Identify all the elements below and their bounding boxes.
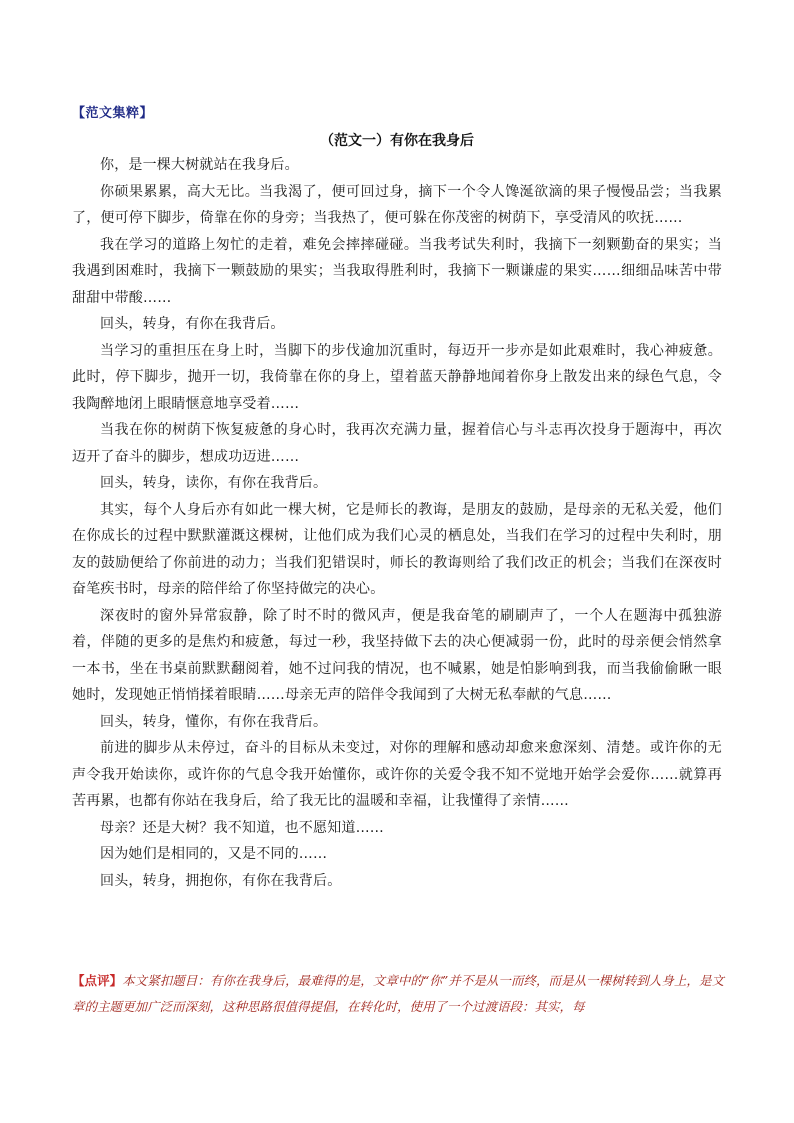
comment-text: 本文紧扣题目：有你在我身后，最难得的是，文章中的“你”并不是从一而终，而是从一棵树转到人身上，是文章的主题更加广泛而深刻，这种思路很值得提倡，在转化时，使用了一个过渡语段：其实，每 — [72, 973, 724, 1014]
comment-tag: 【点评】 — [72, 973, 123, 988]
paragraph-1: 你，是一棵大树就站在我身后。 — [100, 157, 299, 173]
paragraph-6: 当我在你的树荫下恢复疲惫的身心时，我再次充满力量，握着信心与斗志再次投身于题海中，再次迈开了奋斗的脚步，想成功迈进…… — [72, 422, 722, 465]
paragraph-13: 因为她们是相同的，又是不同的…… — [100, 846, 328, 862]
paragraph-4: 回头，转身，有你在我背后。 — [100, 316, 285, 332]
paragraph-14: 回头，转身，拥抱你，有你在我背后。 — [100, 872, 342, 889]
paragraph-9: 深夜时的窗外异常寂静，除了时不时的微风声，便是我奋笔的刷刷声了，一个人在题海中孤独游着，伴随的更多的是焦灼和疲惫，每过一秒，我坚持做下去的决心便减弱一份，此时的母亲便会悄然拿一本书，坐在书桌前默默翻阅着，她不过问我的情况，也不喊累，她是怕影响到我，而当我偷偷瞅一眼她时，发现她正悄悄揉着眼睛……母亲无声的陪伴令我闻到了大树无私奉献的气息…… — [72, 607, 722, 703]
paragraph-2: 你硕果累累，高大无比。当我渴了，便可回过身，摘下一个令人馋涎欲滴的果子慢慢品尝；当我累了，便可停下脚步，倚靠在你的身旁；当我热了，便可躲在你茂密的树荫下，享受清风的吹抚…… — [72, 183, 722, 226]
paragraph-3: 我在学习的道路上匆忙的走着，难免会摔摔碰碰。当我考试失利时，我摘下一刻颗勤奋的果实；当我遇到困难时，我摘下一颗鼓励的果实；当我取得胜利时，我摘下一颗谦虚的果实……细细品味苦中带甜甜中带酸…… — [72, 236, 722, 306]
paragraph-8: 其实，每个人身后亦有如此一棵大树，它是师长的教诲，是朋友的鼓励，是母亲的无私关爱，他们在你成长的过程中默默灌溉这棵树，让他们成为我们心灵的栖息处，当我们在学习的过程中失利时，朋友的鼓励便给了你前进的动力；当我们犯错误时，师长的教诲则给了我们改正的机会；当我们在深夜时奋笔疾书时，母亲的陪伴给了你坚持做完的决心。 — [72, 501, 722, 597]
paragraph-12: 母亲？还是大树？我不知道，也不愿知道…… — [100, 819, 384, 836]
paragraph-10: 回头，转身，懂你，有你在我背后。 — [100, 713, 328, 730]
essay-body — [72, 152, 722, 894]
teacher-comment — [72, 968, 724, 1020]
paragraph-7: 回头，转身，读你，有你在我背后。 — [100, 475, 328, 491]
essay-title: （范文一）有你在我身后 — [320, 133, 474, 149]
section-tag: 【范文集粹】 — [72, 106, 154, 121]
paragraph-11: 前进的脚步从未停过，奋斗的目标从未变过，对你的理解和感动却愈来愈深刻、清楚。或许你的无声令我开始读你，或许你的气息令我开始懂你，或许你的关爱令我不知不觉地开始学会爱你……就算再苦再累，也都有你站在我身后，给了我无比的温暖和幸福，让我懂得了亲情…… — [72, 740, 722, 809]
paragraph-5: 当学习的重担压在身上时，当脚下的步伐逾加沉重时，每迈开一步亦是如此艰难时，我心神疲惫。此时，停下脚步，抛开一切，我倚靠在你的身上，望着蓝天静静地闻着你身上散发出来的绿色气息，令我陶醉地闭上眼睛惬意地享受着…… — [72, 342, 722, 412]
